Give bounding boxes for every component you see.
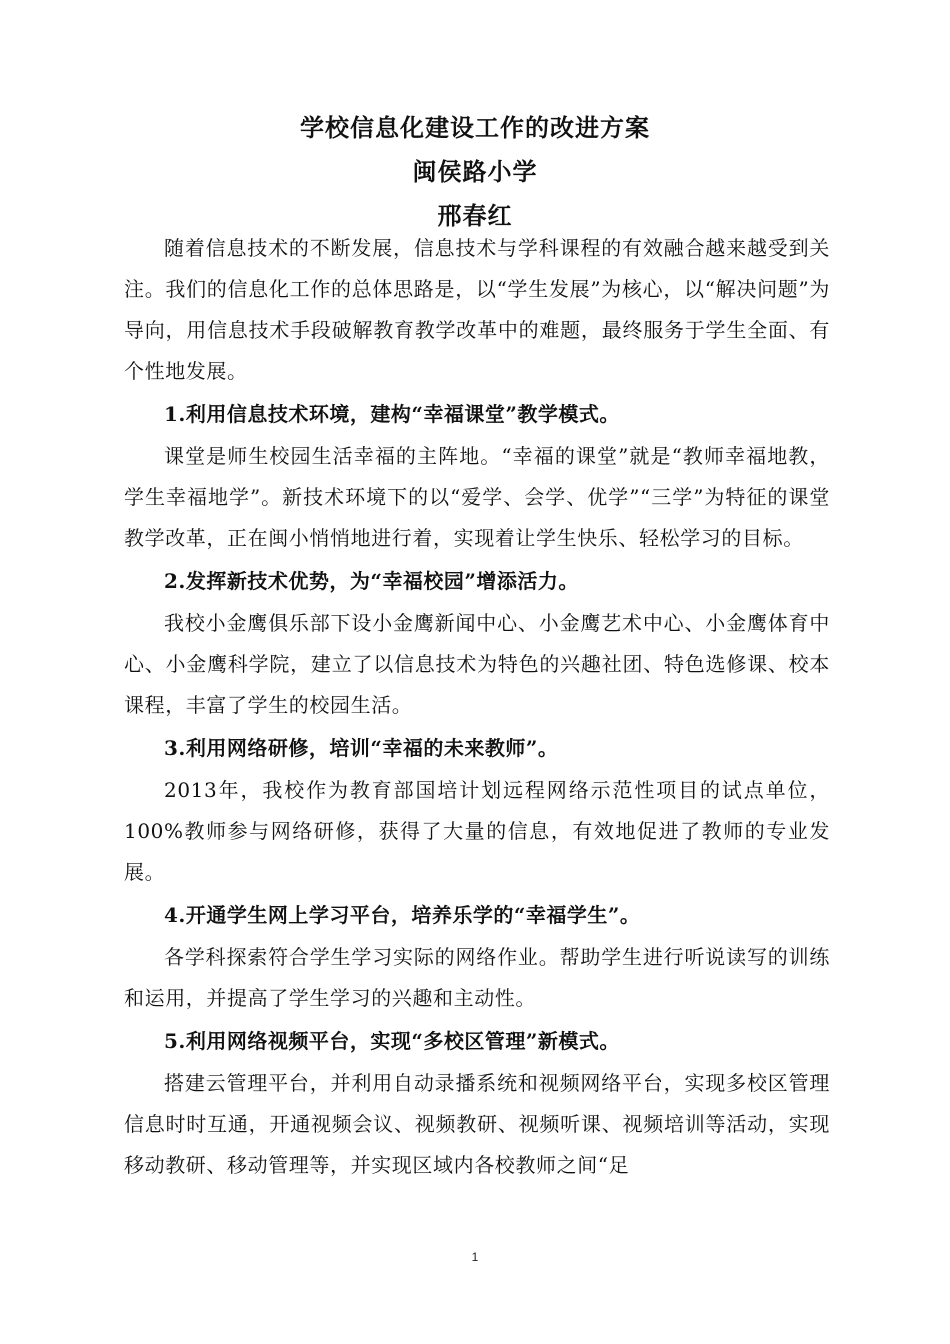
- section-paragraph-2: 我校小金鹰俱乐部下设小金鹰新闻中心、小金鹰艺术中心、小金鹰体育中心、小金鹰科学院，建立了以信息技术为特色的兴趣社团、特色选修课、校本课程，丰富了学生的校园生活。: [124, 611, 830, 717]
- document-body: [124, 228, 830, 1186]
- author-name: 邢春红: [437, 201, 513, 230]
- section-paragraph-1: 课堂是师生校园生活幸福的主阵地。“幸福的课堂”就是“教师幸福地教，学生幸福地学”。新技术环境下的以“爱学、会学、优学”“三学”为特征的课堂教学改革，正在闽小悄悄地进行着，实现着让学生快乐、轻松学习的目标。: [124, 444, 830, 550]
- section-heading-3: 3.利用网络研修，培训“幸福的未来教师”。: [164, 736, 559, 760]
- section-heading-5: 5.利用网络视频平台，实现“多校区管理”新模式。: [164, 1029, 620, 1053]
- section-heading-1: 1.利用信息技术环境，建构“幸福课堂”教学模式。: [164, 402, 620, 426]
- intro-paragraph: 随着信息技术的不断发展，信息技术与学科课程的有效融合越来越受到关注。我们的信息化工作的总体思路是，以“学生发展”为核心，以“解决问题”为导向，用信息技术手段破解教育教学改革中的难题，最终服务于学生全面、有个性地发展。: [124, 236, 830, 383]
- title-block: [0, 106, 950, 238]
- school-name: 闽侯路小学: [412, 157, 538, 186]
- section-paragraph-5: 搭建云管理平台，并利用自动录播系统和视频网络平台，实现多校区管理信息时时互通，开通视频会议、视频教研、视频听课、视频培训等活动，实现移动教研、移动管理等，并实现区域内各校教师之间“足: [124, 1071, 830, 1177]
- section-paragraph-4: 各学科探索符合学生学习实际的网络作业。帮助学生进行听说读写的训练和运用，并提高了学生学习的兴趣和主动性。: [124, 945, 830, 1010]
- section-paragraph-3: 2013年，我校作为教育部国培计划远程网络示范性项目的试点单位，100%教师参与网络研修，获得了大量的信息，有效地促进了教师的专业发展。: [124, 778, 830, 884]
- section-heading-4: 4.开通学生网上学习平台，培养乐学的“幸福学生”。: [164, 903, 641, 927]
- page-number: 1: [471, 1250, 479, 1264]
- document-title: 学校信息化建设工作的改进方案: [300, 113, 650, 142]
- section-heading-2: 2.发挥新技术优势，为“幸福校园”增添活力。: [164, 569, 579, 593]
